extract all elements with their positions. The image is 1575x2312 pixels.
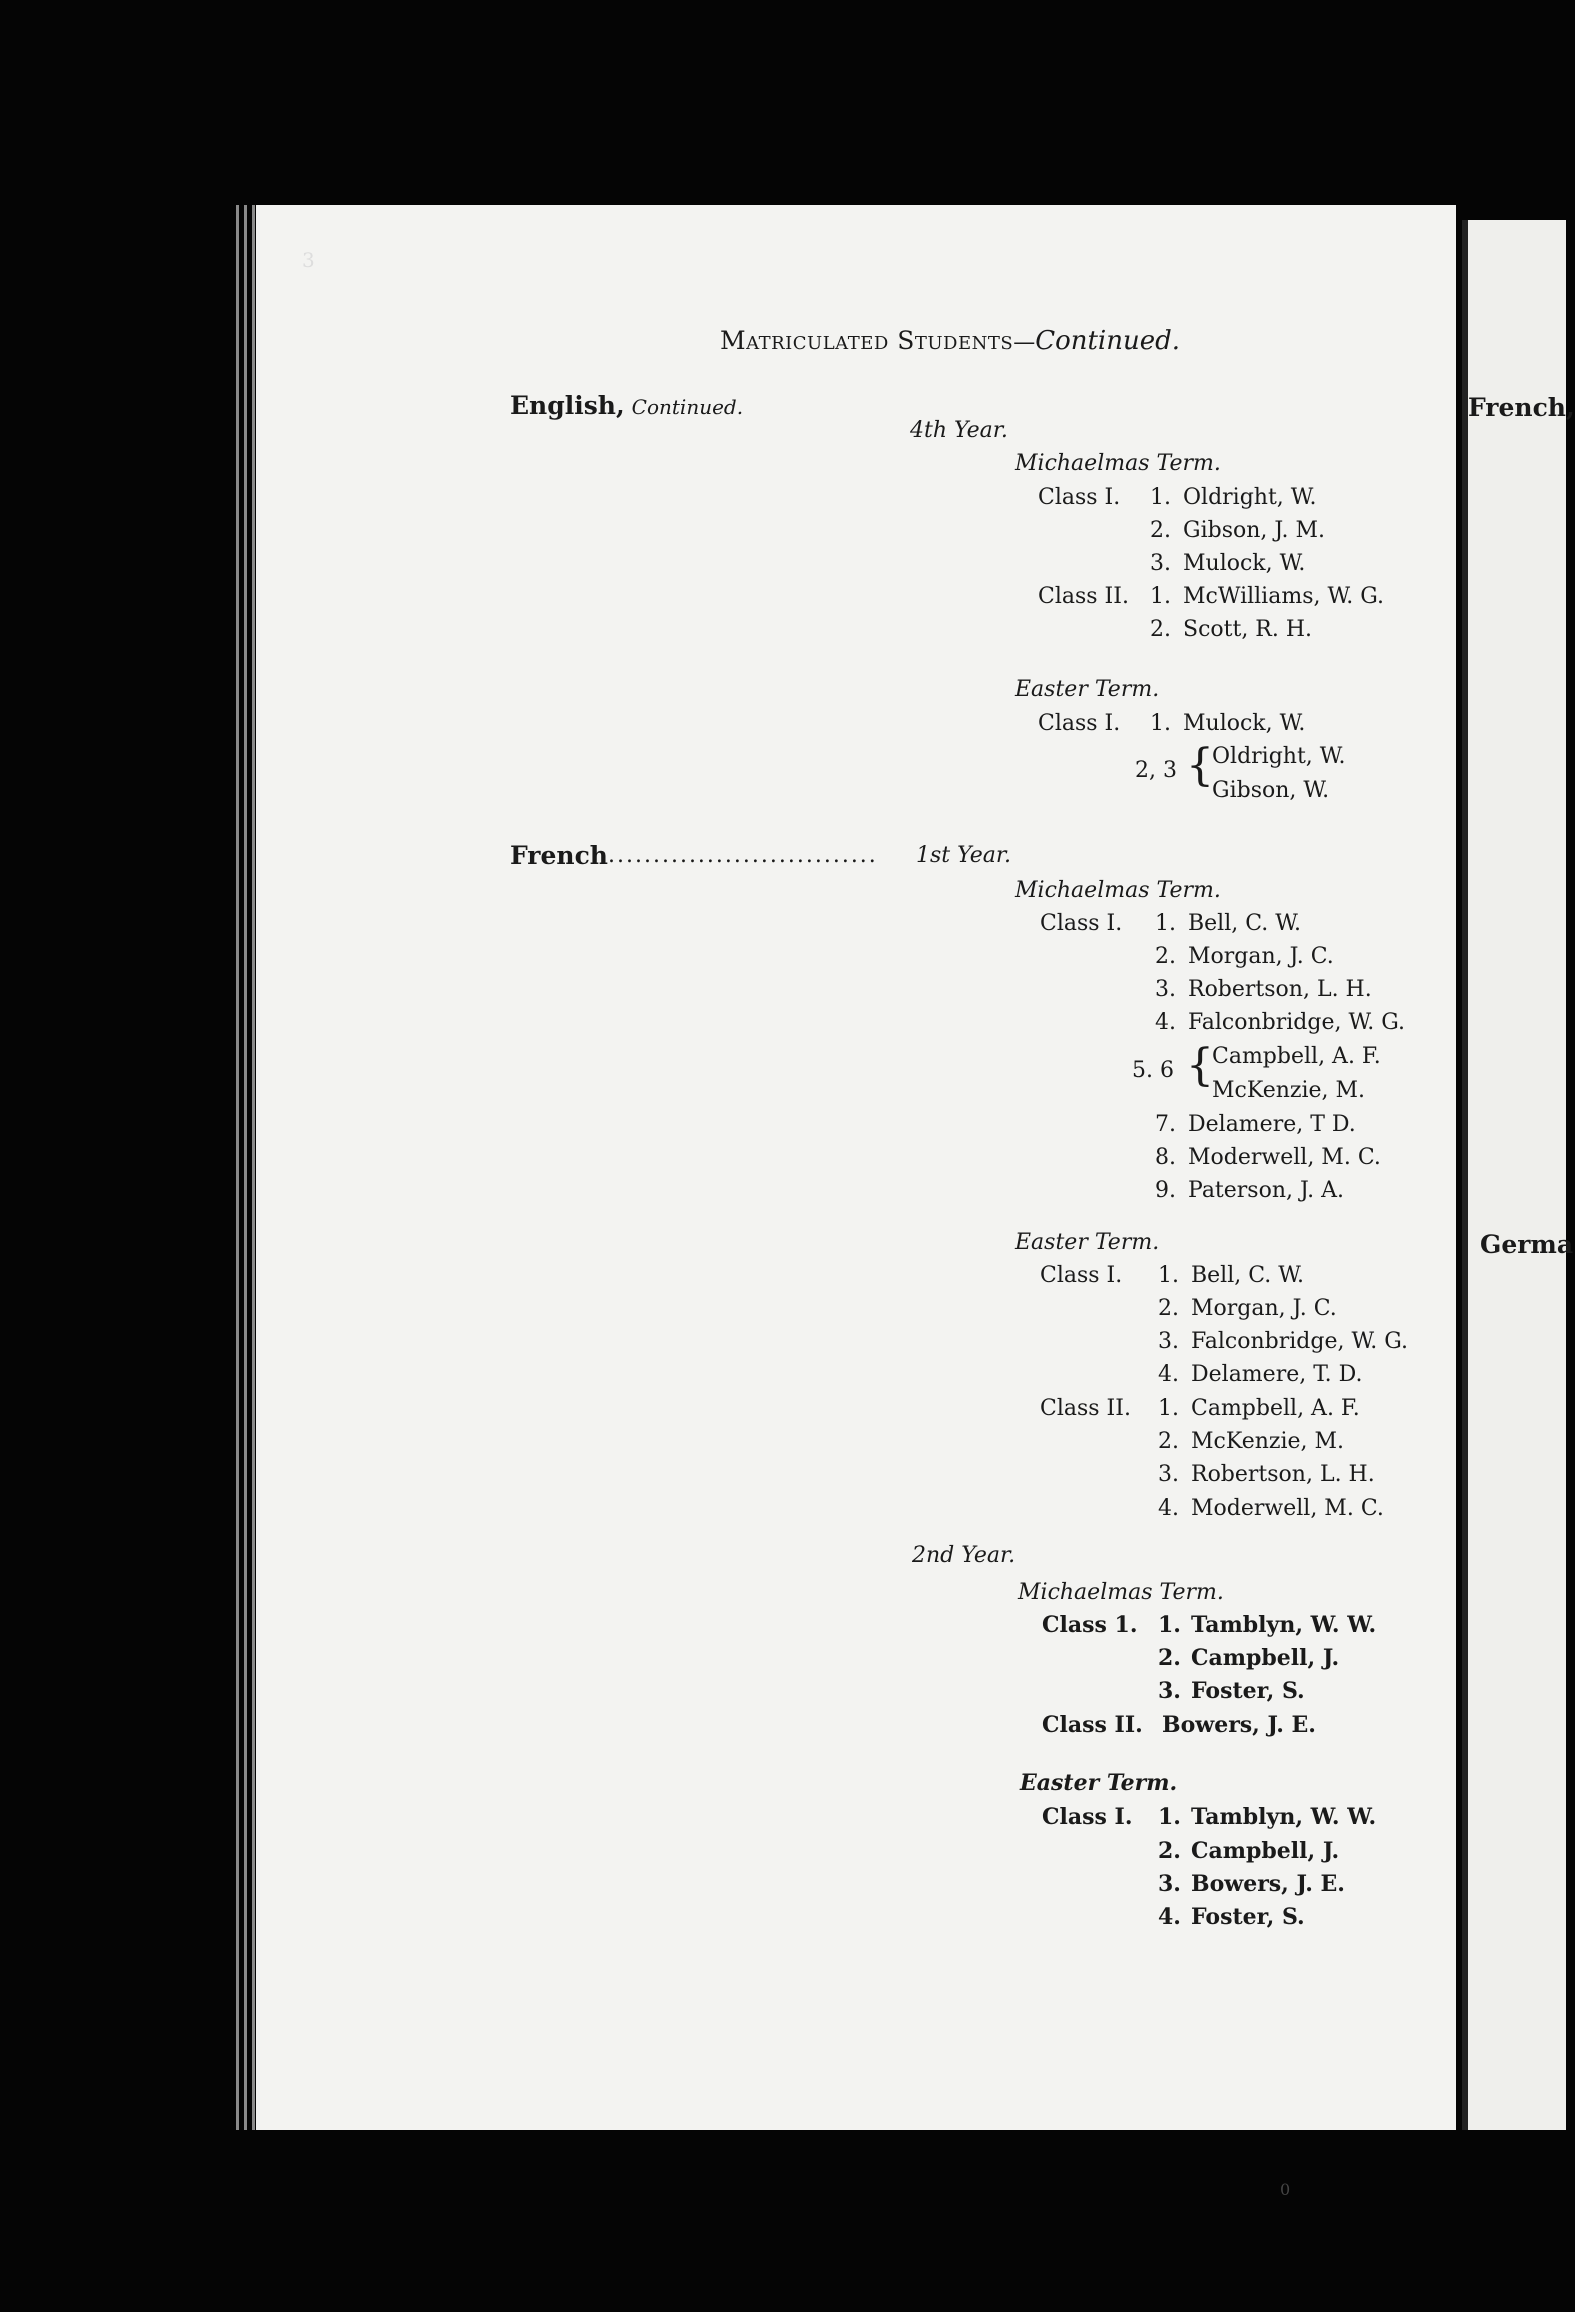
rank-number: 1.	[1158, 1804, 1181, 1830]
student-name: Bell, C. W.	[1191, 1263, 1305, 1288]
page-edge	[236, 205, 239, 2130]
student-name: Gibson, W.	[1212, 778, 1330, 803]
rank-number: 4.	[1158, 1362, 1179, 1387]
french-year-2: 2nd Year.	[912, 1543, 1016, 1568]
student-name: Oldright, W.	[1212, 744, 1346, 769]
rank-number: 3.	[1158, 1871, 1181, 1897]
student-name: Campbell, A. F.	[1212, 1044, 1381, 1069]
student-name: Moderwell, M. C.	[1188, 1145, 1381, 1170]
rank-number: 1.	[1150, 485, 1171, 510]
student-name: Mulock, W.	[1183, 711, 1306, 736]
student-name: Delamere, T D.	[1188, 1112, 1356, 1137]
facing-german-label: Germa	[1480, 1230, 1574, 1259]
rank-number: 2.	[1155, 944, 1176, 969]
rank-number: 4.	[1158, 1496, 1179, 1521]
rank-number: 2.	[1150, 617, 1171, 642]
brace-icon: {	[1186, 1040, 1214, 1091]
term-heading: Easter Term.	[1020, 1770, 1178, 1796]
student-name: Robertson, L. H.	[1188, 977, 1372, 1002]
term-heading: Easter Term.	[1015, 677, 1160, 702]
class-label: Class II.	[1042, 1712, 1143, 1738]
facing-page	[1462, 220, 1566, 2130]
rank-number: 7.	[1155, 1112, 1176, 1137]
page-edge	[252, 205, 255, 2130]
class-label: Class II.	[1040, 1396, 1131, 1421]
student-name: Falconbridge, W. G.	[1188, 1010, 1406, 1035]
class-label: Class I.	[1040, 1263, 1123, 1288]
section-english	[510, 393, 743, 421]
student-name: Scott, R. H.	[1183, 617, 1313, 642]
student-name: Tamblyn, W. W.	[1191, 1612, 1377, 1638]
student-name: McKenzie, M.	[1191, 1429, 1345, 1454]
section-french: French	[510, 841, 608, 870]
page-title	[720, 328, 1180, 356]
rank-number: 4.	[1155, 1010, 1176, 1035]
rank-number: 1.	[1158, 1263, 1179, 1288]
rank-number: 2.	[1158, 1838, 1181, 1864]
class-label: Class 1.	[1042, 1612, 1138, 1638]
student-name: Delamere, T. D.	[1191, 1362, 1363, 1387]
rank-number: 3.	[1155, 977, 1176, 1002]
bottom-mark: 0	[1280, 2180, 1291, 2199]
rank-number: 2.	[1158, 1645, 1181, 1671]
rank-number: 1.	[1150, 584, 1171, 609]
student-name: Tamblyn, W. W.	[1191, 1804, 1377, 1830]
student-name: Morgan, J. C.	[1191, 1296, 1337, 1321]
rank-number: 2.	[1158, 1296, 1179, 1321]
student-name: Bell, C. W.	[1188, 911, 1302, 936]
rank-number: 2.	[1158, 1429, 1179, 1454]
french-year-1: 1st Year.	[916, 843, 1011, 868]
brace-icon: {	[1186, 740, 1214, 791]
rank-number: 1.	[1158, 1396, 1179, 1421]
student-name: Robertson, L. H.	[1191, 1462, 1375, 1487]
student-name: McWilliams, W. G.	[1183, 584, 1385, 609]
student-name: Paterson, J. A.	[1188, 1178, 1344, 1203]
rank-number: 2.	[1150, 518, 1171, 543]
student-name: Campbell, A. F.	[1191, 1396, 1360, 1421]
margin-mark: 3	[302, 248, 315, 272]
rank-number: 9.	[1155, 1178, 1176, 1203]
class-label: Class I.	[1038, 711, 1121, 736]
rank-number: 3.	[1150, 551, 1171, 576]
term-heading: Michaelmas Term.	[1015, 878, 1221, 903]
student-name: Mulock, W.	[1183, 551, 1306, 576]
rank-number: 3.	[1158, 1462, 1179, 1487]
rank-number: 8.	[1155, 1145, 1176, 1170]
student-name: Foster, S.	[1191, 1904, 1305, 1930]
tie-rank-number: 5. 6	[1132, 1058, 1174, 1083]
english-year: 4th Year.	[910, 418, 1008, 443]
page-edge	[244, 205, 247, 2130]
class-label: Class I.	[1038, 485, 1121, 510]
rank-number: 1.	[1150, 711, 1171, 736]
class-label: Class I.	[1040, 911, 1123, 936]
rank-number: 1.	[1155, 911, 1176, 936]
student-name: Oldright, W.	[1183, 485, 1317, 510]
student-name: Campbell, J.	[1191, 1838, 1340, 1864]
term-heading: Easter Term.	[1015, 1230, 1160, 1255]
student-name: Moderwell, M. C.	[1191, 1496, 1384, 1521]
student-name: Bowers, J. E.	[1191, 1871, 1345, 1897]
rank-number: 4.	[1158, 1904, 1181, 1930]
rank-number: 3.	[1158, 1329, 1179, 1354]
class-label: Class II.	[1038, 584, 1129, 609]
student-name: Bowers, J. E.	[1162, 1712, 1316, 1738]
english-label: English,	[510, 391, 625, 420]
student-name: Morgan, J. C.	[1188, 944, 1334, 969]
title-italic: Continued.	[1035, 326, 1181, 356]
student-name: Falconbridge, W. G.	[1191, 1329, 1409, 1354]
term-heading: Michaelmas Term.	[1018, 1580, 1224, 1605]
rank-number: 3.	[1158, 1678, 1181, 1704]
dot-leader: ..............................	[608, 843, 878, 868]
title-dash: —	[1013, 330, 1036, 355]
facing-french-label: French,	[1468, 393, 1575, 422]
student-name: McKenzie, M.	[1212, 1078, 1366, 1103]
student-name: Campbell, J.	[1191, 1645, 1340, 1671]
term-heading: Michaelmas Term.	[1015, 451, 1221, 476]
title-small-caps: Matriculated Students	[720, 326, 1014, 355]
student-name: Gibson, J. M.	[1183, 518, 1326, 543]
class-label: Class I.	[1042, 1804, 1133, 1830]
student-name: Foster, S.	[1191, 1678, 1305, 1704]
tie-rank-number: 2, 3	[1135, 758, 1177, 783]
rank-number: 1.	[1158, 1612, 1181, 1638]
english-continued: Continued.	[631, 395, 744, 419]
